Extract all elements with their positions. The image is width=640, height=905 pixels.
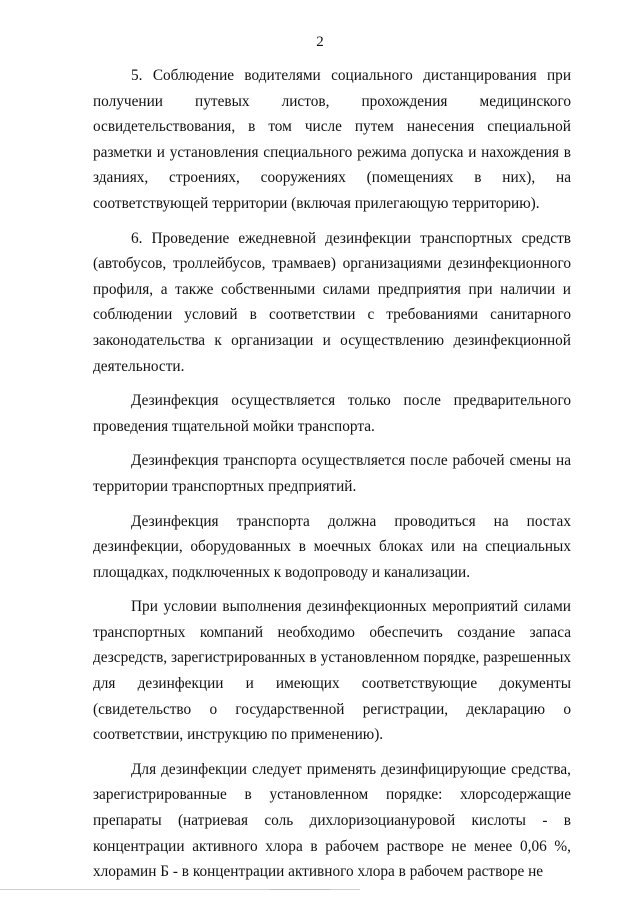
paragraph-disinfection-after-washing: Дезинфекция осуществляется только после предварительного проведения тщательной мойки транспорта. <box>93 392 571 435</box>
paragraph-disinfection-after-shift: Дезинфекция транспорта осуществляется после рабочей смены на территории транспортных предприятий. <box>93 452 571 495</box>
paragraph-disinfectant-types: Для дезинфекции следует применять дезинфицирующие средства, зарегистрированные в установленном порядке: хлорсодержащие препараты (натриевая соль дихлоризоциануровой кислоты - в концентрации активного хлора в рабочем растворе не менее 0,06 %, хлорамин Б - в концентрации активного хлора в рабочем растворе не <box>93 760 571 881</box>
page-number: 2 <box>316 34 324 50</box>
paragraph-disinfectant-stock: При условии выполнения дезинфекционных мероприятий силами транспортных компаний необходимо обеспечить создание запаса дезсредств, зарегистрированных в установленном порядке, разрешенных для дезинфекции и имеющих соответствующие документы (свидетельство о государственной регистрации, декларацию о соответствии, инструкцию по применению). <box>93 598 571 744</box>
document-body <box>93 63 571 894</box>
scan-edge-mark <box>270 889 330 890</box>
paragraph-5-social-distancing: 5. Соблюдение водителями социального дистанцирования при получении путевых листов, прохождения медицинского освидетельствования, в том числе путем нанесения специальной разметки и установления специального режима допуска и нахождения в зданиях, строениях, сооружениях (помещениях в них), на соответствующей территории (включая прилегающую территорию). <box>93 67 571 212</box>
paragraph-6-daily-disinfection: 6. Проведение ежедневной дезинфекции транспортных средств (автобусов, троллейбусов, трамваев) организациями дезинфекционного профиля, а также собственными силами предприятия при наличии и соблюдении условий в соответствии с требованиями санитарного законодательства к организации и осуществлению дезинфекционной деятельности. <box>93 229 571 375</box>
paragraph-disinfection-posts: Дезинфекция транспорта должна проводиться на постах дезинфекции, оборудованных в моечных блоках или на специальных площадках, подключенных к водопроводу и канализации. <box>93 512 571 581</box>
